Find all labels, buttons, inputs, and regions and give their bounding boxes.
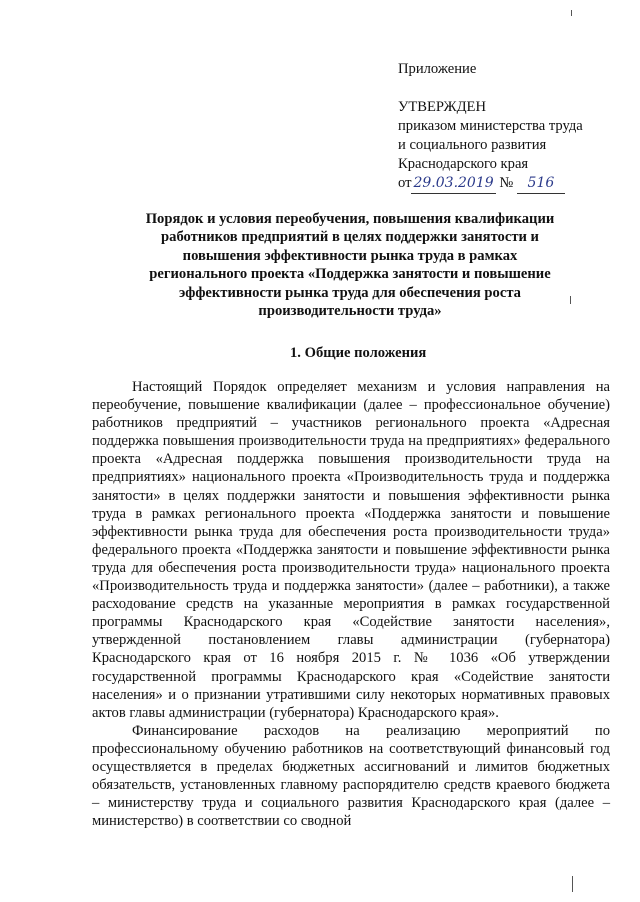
- order-line-1: приказом министерства труда: [398, 118, 583, 134]
- section-heading: 1. Общие положения: [290, 345, 427, 361]
- scan-mark: [571, 10, 572, 16]
- handwritten-date: 29.03.2019: [411, 174, 495, 194]
- order-line-3: Краснодарского края: [398, 156, 529, 172]
- scan-mark: [572, 876, 573, 892]
- document-title: Порядок и условия переобучения, повышения квалификации работников предприятий в целях поддержки занятости и повышения эффективности рынка труда в рамках регионального проекта «Поддержка занятости и повышение эффективности рынка труда для обеспечения роста производительности труда»: [145, 211, 555, 320]
- date-prefix: от: [398, 175, 412, 191]
- order-line-2: и социального развития: [398, 137, 547, 153]
- appendix-label: Приложение: [398, 61, 477, 77]
- body-text: [92, 378, 610, 830]
- approval-block: [398, 60, 618, 194]
- paragraph: Финансирование расходов на реализацию мероприятий по профессиональному обучению работников на соответствующий финансовый год осуществляется в пределах бюджетных ассигнований и лимитов бюджетных обязательств, установленных главному распорядителю средств краевого бюджета – министерству труда и социального развития Краснодарского края (далее – министерство) в соответствии со сводной: [92, 722, 610, 830]
- scan-mark: [570, 296, 571, 304]
- approved-label: УТВЕРЖДЕН: [398, 99, 486, 115]
- paragraph: Настоящий Порядок определяет механизм и условия направления на переобучение, повышение квалификации (далее – профессиональное обучение) работников предприятий – участников регионального проекта «Адресная поддержка повышения производительности труда на предприятиях» федерального проекта «Адресная поддержка повышения производительности труда на предприятиях» национального проекта «Производительность труда и поддержка занятости» в целях поддержки занятости и повышения эффективности рынка труда в рамках регионального проекта «Поддержка занятости и повышение эффективности рынка труда для обеспечения роста производительности труда» федерального проекта «Поддержка занятости и повышение эффективности рынка труда для обеспечения роста производительности труда» национального проекта «Производительность труда и поддержка занятости» (далее – работники), а также расходование средств на указанные мероприятия в рамках государственной программы Краснодарского края «Содействие занятости населения», утвержденной постановлением главы администрации (губернатора) Краснодарского края от 16 ноября 2015 г. № 1036 «Об утверждении государственной программы Краснодарского края «Содействие занятости населения» и о признании утратившими силу некоторых нормативных правовых актов главы администрации (губернатора) Краснодарского края».: [92, 379, 610, 721]
- number-label: №: [499, 175, 514, 191]
- order-date-number-line: [398, 174, 618, 194]
- handwritten-number: 516: [517, 174, 565, 194]
